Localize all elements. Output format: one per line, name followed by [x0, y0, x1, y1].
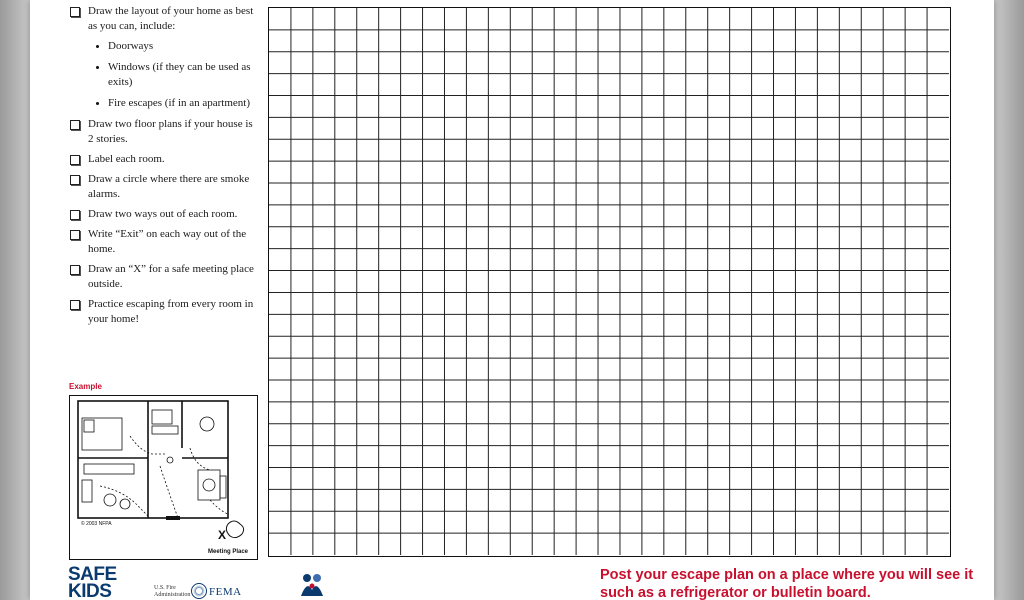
- meeting-place-label: Meeting Place: [208, 549, 249, 555]
- checkbox-icon: [70, 265, 80, 275]
- checklist-item: Practice escaping from every room in your home!: [68, 297, 258, 327]
- bullet-icon: [96, 66, 99, 69]
- example-floor-plan: [69, 395, 258, 560]
- bullet-icon: [96, 102, 99, 105]
- copyright-text: © 2003 NFPA: [81, 521, 112, 527]
- checklist-subitem: Doorways: [96, 39, 258, 54]
- checklist-item: Draw the layout of your home as best as you can, include:: [68, 4, 258, 34]
- sponsor-logos: [68, 565, 308, 600]
- floor-plan-drawing: [70, 396, 257, 559]
- checkbox-icon: [70, 7, 80, 17]
- checklist-subitem: Fire escapes (if in an apartment): [96, 96, 258, 111]
- checklist-item: Draw two floor plans if your house is 2 stories.: [68, 117, 258, 147]
- checklist-item: Label each room.: [68, 152, 258, 167]
- drawing-grid[interactable]: [268, 7, 951, 557]
- checklist-item: Draw two ways out of each room.: [68, 207, 258, 222]
- checkbox-icon: [70, 300, 80, 310]
- checklist-item: Draw an “X” for a safe meeting place outside.: [68, 262, 258, 292]
- checkbox-icon: [70, 175, 80, 185]
- checklist: [68, 4, 258, 332]
- svg-text:X: X: [218, 528, 227, 542]
- checkbox-icon: [70, 230, 80, 240]
- family-logo-icon: [298, 570, 326, 600]
- grid-lines: [269, 8, 952, 558]
- checklist-subitem: Windows (if they can be used as exits): [96, 60, 258, 90]
- checklist-item: Draw a circle where there are smoke alarms.: [68, 172, 258, 202]
- example-label: Example: [69, 382, 102, 391]
- fema-logo: FEMA: [209, 586, 242, 598]
- usfa-logo: U.S. Fire Administration: [154, 585, 191, 598]
- checkbox-icon: [70, 155, 80, 165]
- safe-kids-logo: SAFE KIDS: [68, 564, 117, 600]
- footer-note: Post your escape plan on a place where you will see it such as a refrigerator or bulletin board.: [600, 567, 974, 600]
- checklist-item: Write “Exit” on each way out of the home.: [68, 227, 258, 257]
- fema-seal-icon: [191, 583, 207, 599]
- checkbox-icon: [70, 210, 80, 220]
- bullet-icon: [96, 45, 99, 48]
- escape-plan-page: [30, 0, 994, 600]
- checkbox-icon: [70, 120, 80, 130]
